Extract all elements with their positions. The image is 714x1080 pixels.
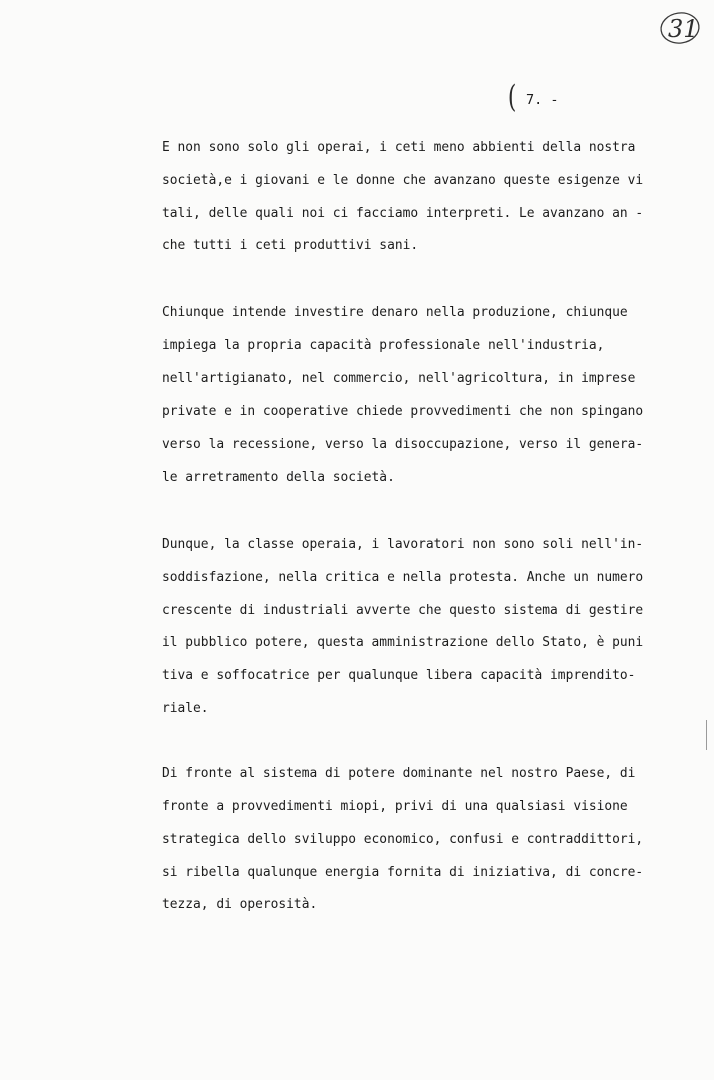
text-line: le arretramento della società.	[162, 470, 395, 485]
text-line: Di fronte al sistema di potere dominante nel nostro Paese, di	[162, 766, 636, 781]
page-number	[507, 79, 571, 120]
archive-number-stamp	[658, 10, 704, 46]
text-line: nell'artigianato, nel commercio, nell'agricoltura, in imprese	[162, 371, 636, 386]
text-line: E non sono solo gli operai, i ceti meno abbienti della nostra	[162, 140, 636, 155]
text-line: Chiunque intende investire denaro nella produzione, chiunque	[162, 305, 628, 320]
text-line: soddisfazione, nella critica e nella protesta. Anche un numero	[162, 570, 644, 585]
text-line: il pubblico potere, questa amministrazione dello Stato, è puni	[162, 635, 644, 650]
page-number-text: 7. -	[526, 92, 559, 108]
text-line: tali, delle quali noi ci facciamo interpreti. Le avanzano an -	[162, 206, 644, 221]
text-line: crescente di industriali avverte che questo sistema di gestire	[162, 603, 644, 618]
text-line: verso la recessione, verso la disoccupazione, verso il genera-	[162, 437, 644, 452]
text-line: fronte a provvedimenti miopi, privi di una qualsiasi visione	[162, 799, 628, 814]
archive-number-text: 31	[668, 15, 699, 43]
paper-fold-mark	[706, 720, 707, 750]
text-line: tezza, di operosità.	[162, 897, 318, 912]
text-line: si ribella qualunque energia fornita di iniziativa, di concre-	[162, 865, 644, 880]
text-line: private e in cooperative chiede provvedimenti che non spingano	[162, 404, 644, 419]
text-line: strategica dello sviluppo economico, confusi e contraddittori,	[162, 832, 644, 847]
text-line: riale.	[162, 701, 209, 716]
handwritten-paren-icon: (	[507, 79, 517, 115]
text-line: tiva e soffocatrice per qualunque libera capacità imprendito-	[162, 668, 636, 683]
text-line: Dunque, la classe operaia, i lavoratori non sono soli nell'in-	[162, 537, 644, 552]
text-line: impiega la propria capacità professionale nell'industria,	[162, 338, 605, 353]
text-line: società,e i giovani e le donne che avanzano queste esigenze vi	[162, 173, 644, 188]
text-line: che tutti i ceti produttivi sani.	[162, 238, 419, 253]
